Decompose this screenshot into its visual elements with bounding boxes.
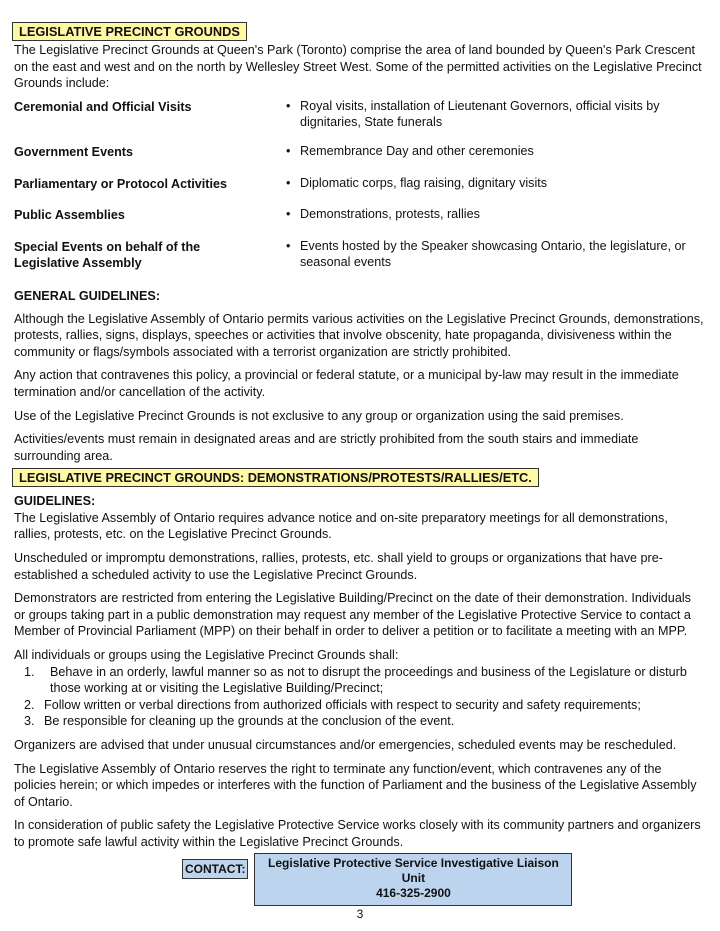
activity-name: Government Events [14,144,133,159]
activity-row [14,98,704,131]
activity-row [14,175,704,193]
activity-desc: Remembrance Day and other ceremonies [300,143,534,158]
bullet-icon: • [286,143,291,158]
guidelines-paragraph: The Legislative Assembly of Ontario reserves the right to terminate any function/event, which contravenes any of the policies herein; or which impedes or interferes with the function of Parliament and the business of the Legislative Assembly of Ontario. [14,761,697,809]
general-paragraph: Activities/events must remain in designated areas and are strictly prohibited from the south stairs and immediate surrounding area. [14,432,639,463]
general-guidelines-heading: GENERAL GUIDELINES: [14,288,161,303]
activity-name: Special Events on behalf of the Legislative Assembly [14,239,201,271]
activity-name: Parliamentary or Protocol Activities [14,176,227,191]
list-item [14,664,704,697]
guidelines-paragraph: Unscheduled or impromptu demonstrations, rallies, protests, etc. shall yield to groups or organizations that have pre-established a scheduled activity to use the Legislative Precinct Grounds. [14,551,663,582]
activity-row [14,143,704,161]
rules-list [14,664,704,730]
contact-unit: Legislative Protective Service Investigative Liaison Unit [268,856,559,885]
list-number: 2. [24,697,35,712]
activity-row [14,238,704,272]
general-paragraph: Although the Legislative Assembly of Ontario permits various activities on the Legislative Precinct Grounds, demonstrations, protests, rallies, signs, displays, speeches or activities that involve obscenity, hate propaganda, divisiveness within the community or flags/symbols associated with a terrorist organization are strictly prohibited. [14,311,704,359]
list-text: Follow written or verbal directions from authorized officials with respect to security and safety requirements; [44,697,641,712]
bullet-icon: • [286,238,291,253]
contact-label: CONTACT: [182,859,248,879]
bullet-icon: • [286,207,291,222]
list-item [14,697,704,714]
contact-box [254,853,572,906]
activity-name: Ceremonial and Official Visits [14,99,192,114]
general-paragraph: Use of the Legislative Precinct Grounds is not exclusive to any group or organization using the said premises. [14,408,624,423]
list-text: Be responsible for cleaning up the grounds at the conclusion of the event. [44,714,455,729]
activity-name: Public Assemblies [14,208,125,223]
section-heading-precinct-grounds: LEGISLATIVE PRECINCT GROUNDS [12,22,247,41]
guidelines-paragraph: Organizers are advised that under unusual circumstances and/or emergencies, scheduled events may be rescheduled. [14,738,677,752]
activity-desc: Diplomatic corps, flag raising, dignitary visits [300,175,548,190]
page-number: 3 [356,907,364,921]
intro-paragraph: The Legislative Precinct Grounds at Queen's Park (Toronto) comprise the area of land bounded by Queen's Park Crescent on the east and west and on the north by Wellesley Street West. Some of the permitted activities on the Legislative Precinct Grounds include: [14,43,702,91]
guidelines-heading: GUIDELINES: [14,494,96,509]
bullet-icon: • [286,175,291,190]
list-text: Behave in an orderly, lawful manner so as not to disrupt the proceedings and business of the Legislature or disturb those working at or visiting the Legislative Building/Precinct; [50,664,687,696]
activity-desc: Events hosted by the Speaker showcasing Ontario, the legislature, or seasonal events [300,238,686,270]
activity-desc: Royal visits, installation of Lieutenant Governors, official visits by dignitaries, State funerals [300,98,660,130]
contact-block [182,853,572,906]
activities-list [14,98,704,272]
list-number: 1. [24,664,35,679]
contact-phone: 416-325-2900 [376,886,451,900]
guidelines-paragraph: In consideration of public safety the Legislative Protective Service works closely with its community partners and organizers to promote safe lawful activity within the Legislative Precinct Grounds. [14,818,701,849]
list-number: 3. [24,714,35,729]
list-item [14,713,704,730]
bullet-icon: • [286,98,291,113]
activity-row [14,206,704,224]
guidelines-paragraph: Demonstrators are restricted from entering the Legislative Building/Precinct on the date of their demonstration. Individuals or groups taking part in a public demonstration may request any member of the Legislative Protective Service to contact a Member of Provincial Parliament (MPP) on their behalf in order to deliver a petition or to facilitate a meeting with an MPP. [14,591,691,639]
activity-desc: Demonstrations, protests, rallies [300,207,480,222]
guidelines-paragraph: The Legislative Assembly of Ontario requires advance notice and on-site preparatory meetings for all demonstrations, rallies, protests, etc. on the Legislative Precinct Grounds. [14,510,668,542]
document-page [14,22,704,851]
general-paragraph: Any action that contravenes this policy, a provincial or federal statute, or a municipal by-law may result in the immediate termination and/or cancellation of the activity. [14,368,679,399]
guidelines-paragraph: All individuals or groups using the Legislative Precinct Grounds shall: [14,648,399,663]
section-heading-demonstrations: LEGISLATIVE PRECINCT GROUNDS: DEMONSTRATIONS/PROTESTS/RALLIES/ETC. [12,468,539,487]
